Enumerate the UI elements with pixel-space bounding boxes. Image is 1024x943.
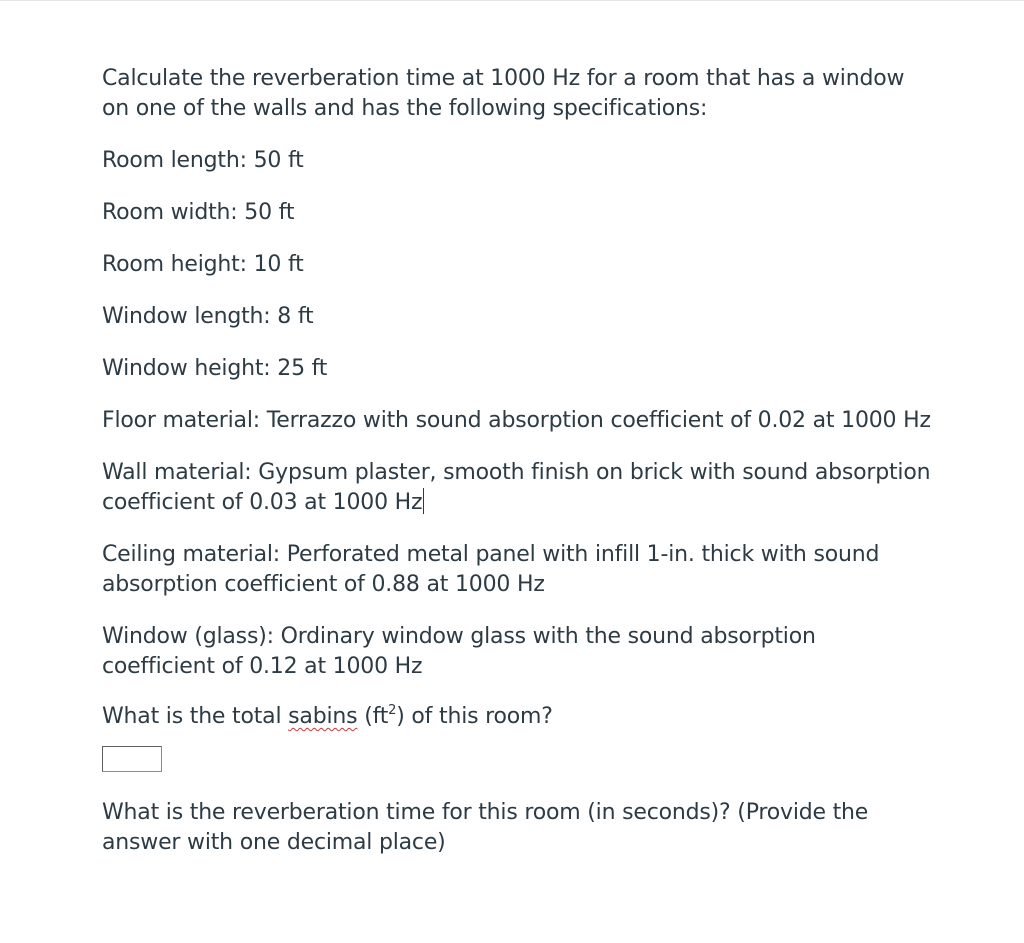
question-total-sabins xyxy=(102,702,932,732)
spec-wall-material xyxy=(102,458,932,518)
spec-wall-material-text: Wall material: Gypsum plaster, smooth finish on brick with sound absorption coefficient of 0.03 at 1000 Hz xyxy=(102,460,931,515)
question-body xyxy=(102,64,932,880)
q1-before: What is the total xyxy=(102,704,289,729)
spec-floor-material: Floor material: Terrazzo with sound absorption coefficient of 0.02 at 1000 Hz xyxy=(102,408,931,433)
spec-room-length: Room length: 50 ft xyxy=(102,148,304,173)
spec-window-height: Window height: 25 ft xyxy=(102,356,328,381)
top-divider xyxy=(0,0,1024,1)
question-intro: Calculate the reverberation time at 1000 Hz for a room that has a window on one of the walls and has the following specifications: xyxy=(102,66,905,121)
q1-superscript: 2 xyxy=(388,703,397,718)
total-sabins-input[interactable] xyxy=(102,746,162,772)
spec-ceiling-material: Ceiling material: Perforated metal panel with infill 1-in. thick with sound absorption coefficient of 0.88 at 1000 Hz xyxy=(102,542,880,597)
q1-sabins-word: sabins xyxy=(288,704,358,729)
spec-room-height: Room height: 10 ft xyxy=(102,252,304,277)
spec-window-length: Window length: 8 ft xyxy=(102,304,314,329)
q1-paren: (ft xyxy=(357,704,389,729)
spec-window-glass: Window (glass): Ordinary window glass with the sound absorption coefficient of 0.12 at 1000 Hz xyxy=(102,624,816,679)
spec-room-width: Room width: 50 ft xyxy=(102,200,295,225)
question-reverberation-time: What is the reverberation time for this room (in seconds)? (Provide the answer with one decimal place) xyxy=(102,800,869,855)
q1-after: ) of this room? xyxy=(396,704,553,729)
text-cursor xyxy=(423,488,424,514)
